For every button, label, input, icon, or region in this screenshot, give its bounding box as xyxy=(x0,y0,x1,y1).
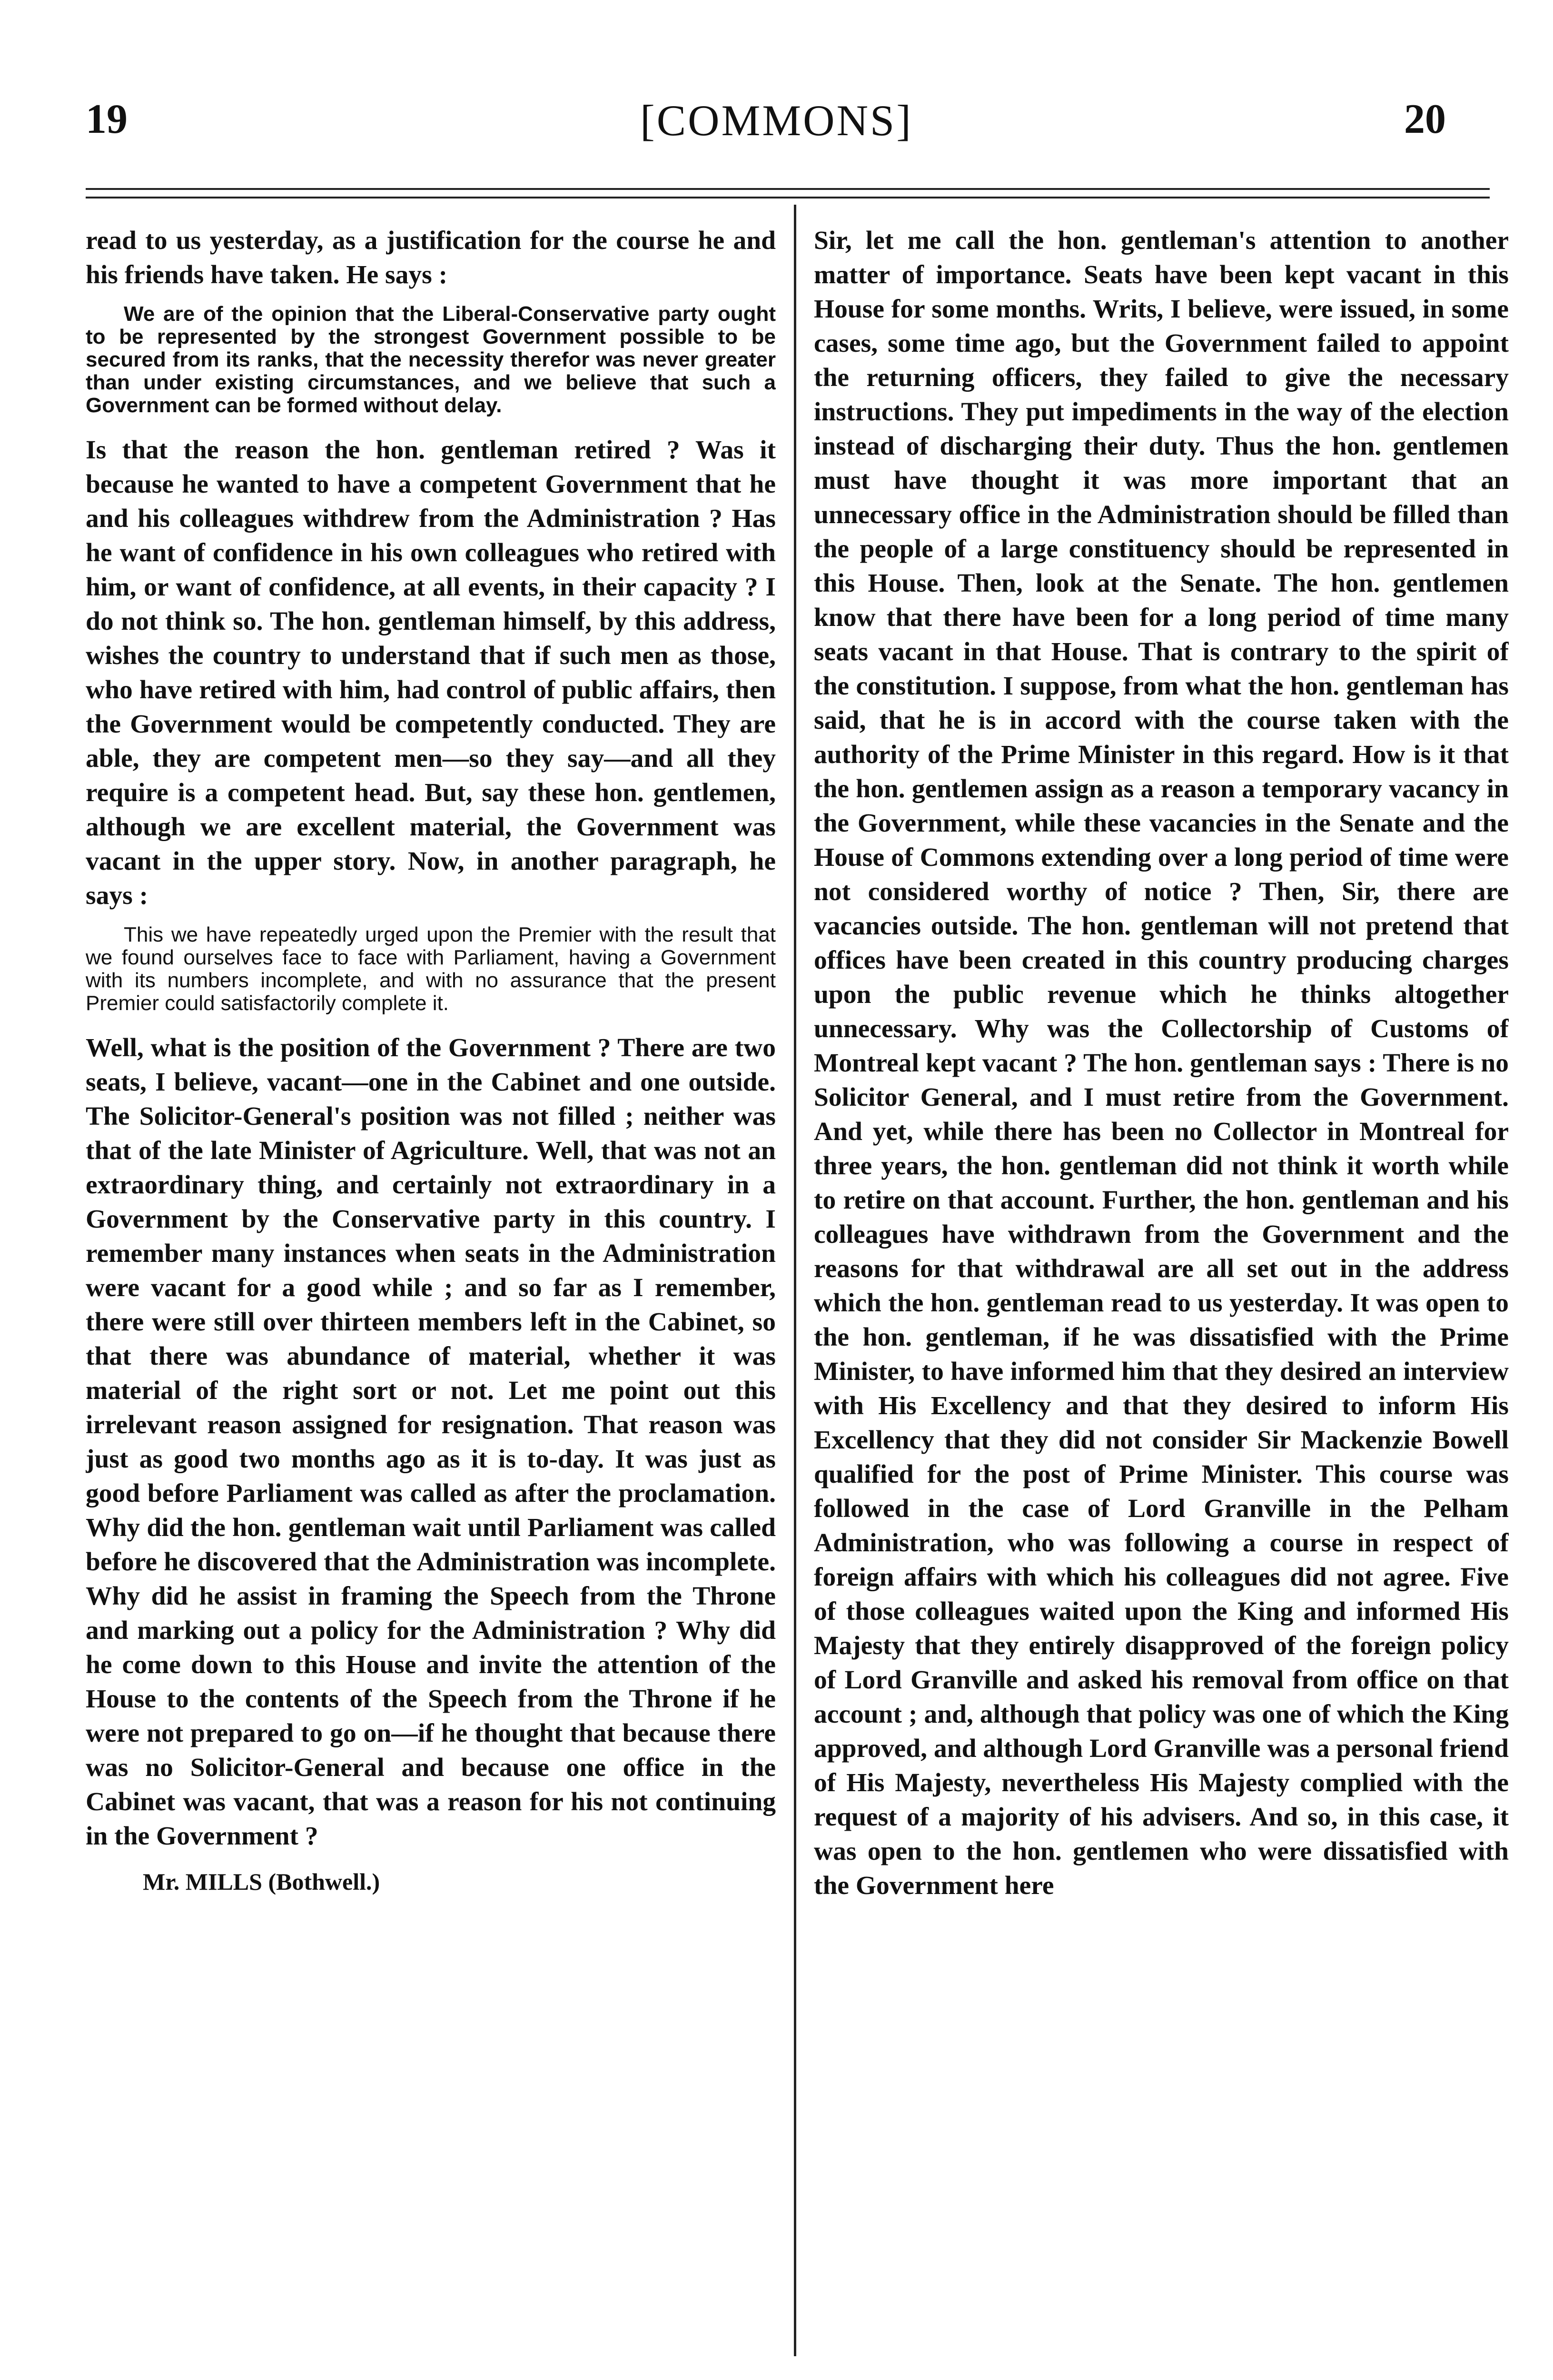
column-divider xyxy=(794,205,796,2356)
left-quotation-2: This we have repeatedly urged upon the Premier with the result that we found ourselves face to face with Parliament, having a Government with its numbers incomplete, and with no assurance that the present Premier could satisfactorily complete it. xyxy=(86,923,776,1015)
left-paragraph-2: Is that the reason the hon. gentleman retired ? Was it because he wanted to have a competent Government that he and his colleagues withdrew from the Administration ? Has he want of confidence in his own colleagues who retired with him, or want of confidence, at all events, in their capacity ? I do not think so. The hon. gentleman himself, by this address, wishes the country to understand that if such men as those, who have retired with him, had control of public affairs, then the Government would be competently conducted. They are able, they are competent men—so they say—and all they require is a competent head. But, say these hon. gentlemen, although we are excellent material, the Government was vacant in the upper story. Now, in another paragraph, he says : xyxy=(86,436,776,910)
right-paragraph-1: Sir, let me call the hon. gentleman's attention to another matter of importance. Seats have been kept vacant in this House for some months. Writs, I believe, were issued, in some cases, some time ago, but the Government failed to appoint the returning officers, they failed to give the necessary instructions. They put impediments in the way of the election instead of discharging their duty. Thus the hon. gentlemen must have thought it was more important that an unnecessary office in the Administration should be filled than the people of a large constituency should be represented in this House. Then, look at the Senate. The hon. gentlemen know that there have been for a long period of time many seats vacant in that House. That is contrary to the spirit of the constitution. I suppose, from what the hon. gentleman has said, that he is in accord with the course taken with the authority of the Prime Minister in this regard. How is it that the hon. gentlemen assign as a reason a temporary vacancy in the Government, while these vacancies in the Senate and the House of Commons extending over a long period of time were not considered worthy of notice ? Then, Sir, there are vacancies outside. The hon. gentleman will not pretend that offices have been created in this country producing charges upon the public revenue which he thinks altogether unnecessary. Why was the Collectorship of Customs of Montreal kept vacant ? The hon. gentleman says : There is no Solicitor General, and I must retire from the Government. And yet, while there has been no Collector in Montreal for three years, the hon. gentleman did not think it worth while to retire on that account. Further, the hon. gentleman and his colleagues have withdrawn from the Government and the reasons for that withdrawal are all set out in the address which the hon. gentleman read to us yesterday. It was open to the hon. gentleman, if he was dissatisfied with the Prime Minister, to have informed him that they desired an interview with His Excellency and that they desired to inform His Excellency that they did not consider Sir Mackenzie Bowell qualified for the post of Prime Minister. This course was followed in the case of Lord Granville in the Pelham Administration, who was following a course in respect of foreign affairs with which his colleagues did not agree. Five of those colleagues waited upon the King and informed His Majesty that they entirely disapproved of the foreign policy of Lord Granville and asked his removal from office on that account ; and, although that policy was one of which the King approved, and although Lord Granville was a personal friend of His Majesty, nevertheless His Majesty complied with the request of a majority of his advisers. And so, in this case, it was open to the hon. gentlemen who were dissatisfied with the Government here xyxy=(814,226,1509,1900)
left-column xyxy=(86,224,776,2375)
left-paragraph-3: Well, what is the position of the Government ? There are two seats, I believe, vacant—one in the Cabinet and one outside. The Solicitor-General's position was not filled ; neither was that of the late Minister of Agriculture. Well, that was not an extraordinary thing, and certainly not extraordinary in a Government by the Conservative party in this country. I remember many instances when seats in the Administration were vacant for a good while ; and so far as I remember, there were still over thirteen members left in the Cabinet, so that there was abundance of material, whether it was material of the right sort or not. Let me point out this irrelevant reason assigned for resignation. That reason was just as good two months ago as it is to-day. It was just as good before Parliament was called as after the proclamation. Why did the hon. gentleman wait until Parliament was called before he discovered that the Administration was incomplete. Why did he assist in framing the Speech from the Throne and marking out a policy for the Administration ? Why did he come down to this House and invite the attention of the House to the contents of the Speech from the Throne if he were not prepared to go on—if he thought that because there was no Solicitor-General and because one office in the Cabinet was vacant, that was a reason for his not continuing in the Government ? xyxy=(86,1033,776,1851)
speaker-signature: Mr. MILLS (Bothwell.) xyxy=(143,1868,380,1895)
left-page-number: 19 xyxy=(86,96,128,142)
page-header xyxy=(0,90,1553,171)
right-column xyxy=(814,224,1509,2375)
running-title: [COMMONS] xyxy=(640,96,913,145)
left-paragraph-1: read to us yesterday, as a justification for the course he and his friends have taken. He says : xyxy=(86,226,776,289)
header-rule-bottom xyxy=(86,197,1490,198)
header-rule-top xyxy=(86,188,1490,190)
left-quotation-1: We are of the opinion that the Liberal-Conservative party ought to be represented by the strongest Government possible to be secured from its ranks, that the necessity therefor was never greater than under existing circumstances, and we believe that such a Government can be formed without delay. xyxy=(86,302,776,417)
right-page-number: 20 xyxy=(1404,96,1446,142)
